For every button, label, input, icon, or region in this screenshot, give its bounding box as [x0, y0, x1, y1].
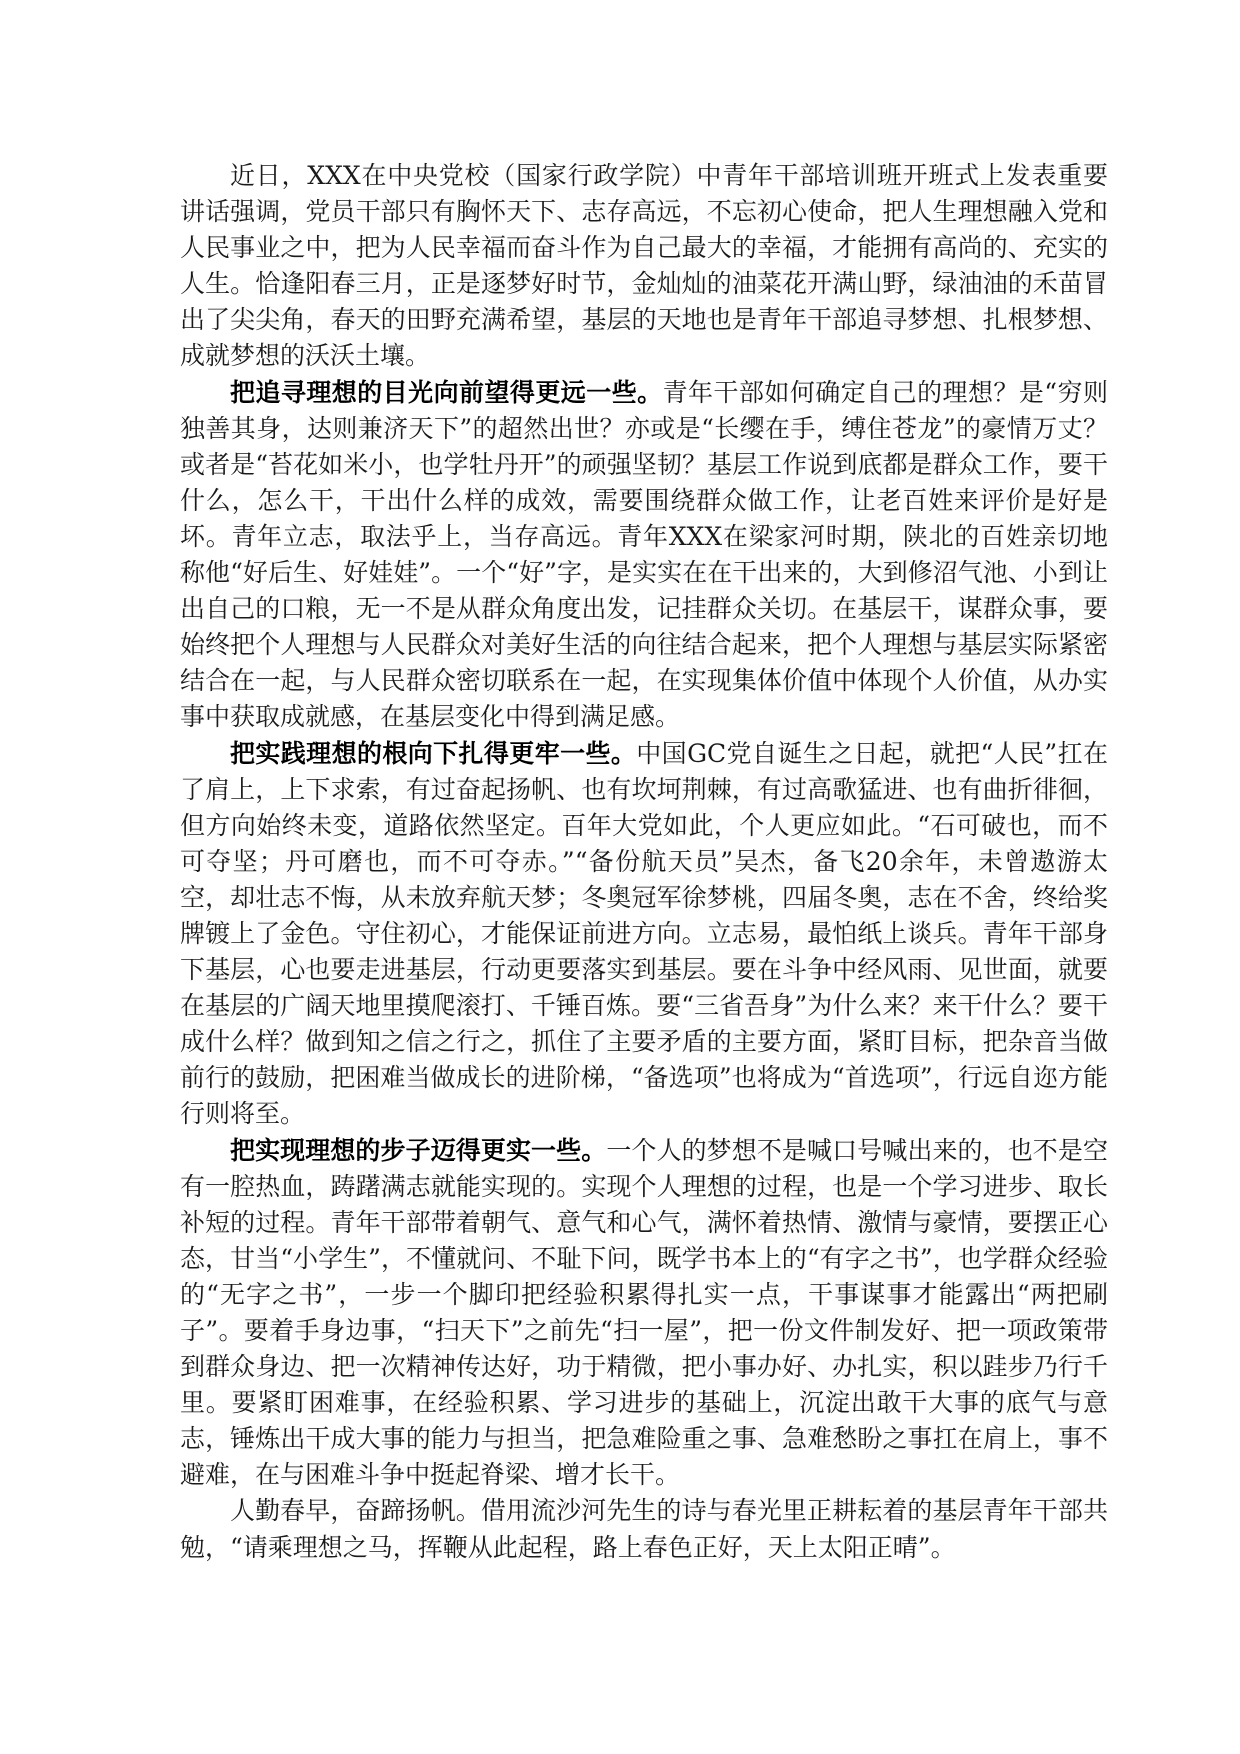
paragraph-section-3 [180, 1133, 1108, 1494]
section-1-heading: 把追寻理想的目光向前望得更远一些。 [230, 377, 663, 407]
section-2-text: 中国GC党自诞生之日起，就把“人民”扛在了肩上，上下求索，有过奋起扬帆、也有坎坷荆棘，有过高歌猛进、也有曲折徘徊，但方向始终未变，道路依然坚定。百年大党如此，个人更应如此。“石可破也，而不可夺坚；丹可磨也，而不可夺赤。”“备份航天员”吴杰，备飞20余年，未曾遨游太空，却壮志不悔，从未放弃航天梦；冬奥冠军徐梦桃，四届冬奥，志在不舍，终给奖牌镀上了金色。守住初心，才能保证前进方向。立志易，最怕纸上谈兵。青年干部身下基层，心也要走进基层，行动更要落实到基层。要在斗争中经风雨、见世面，就要在基层的广阔天地里摸爬滚打、千锤百炼。要“三省吾身”为什么来？来干什么？要干成什么样？做到知之信之行之，抓住了主要矛盾的主要方面，紧盯目标，把杂音当做前行的鼓励，把困难当做成长的进阶梯，“备选项”也将成为“首选项”，行远自迩方能行则将至。 [180, 738, 1108, 1129]
section-3-text: 一个人的梦想不是喊口号喊出来的，也不是空有一腔热血，踌躇满志就能实现的。实现个人理想的过程，也是一个学习进步、取长补短的过程。青年干部带着朝气、意气和心气，满怀着热情、激情与豪情，要摆正心态，甘当“小学生”，不懂就问、不耻下问，既学书本上的“有字之书”，也学群众经验的“无字之书”，一步一个脚印把经验积累得扎实一点，干事谋事才能露出“两把刷子”。要着手身边事，“扫天下”之前先“扫一屋”，把一份文件制发好、把一项政策带到群众身边、把一次精神传达好，功于精微，把小事办好、办扎实，积以跬步乃行千里。要紧盯困难事，在经验积累、学习进步的基础上，沉淀出敢干大事的底气与意志，锤炼出干成大事的能力与担当，把急难险重之事、急难愁盼之事扛在肩上，事不避难，在与困难斗争中挺起脊梁、增才长干。 [180, 1135, 1108, 1490]
section-3-heading: 把实现理想的步子迈得更实一些。 [230, 1135, 607, 1165]
paragraph-conclusion [180, 1493, 1108, 1565]
paragraph-section-1 [180, 375, 1108, 736]
article-body [180, 158, 1108, 1566]
paragraph-intro-text: 近日，XXX在中央党校（国家行政学院）中青年干部培训班开班式上发表重要讲话强调，党员干部只有胸怀天下、志存高远，不忘初心使命，把人生理想融入党和人民事业之中，把为人民幸福而奋斗作为自己最大的幸福，才能拥有高尚的、充实的人生。恰逢阳春三月，正是逐梦好时节，金灿灿的油菜花开满山野，绿油油的禾苗冒出了尖尖角，春天的田野充满希望，基层的天地也是青年干部追寻梦想、扎根梦想、成就梦想的沃沃土壤。 [180, 161, 1108, 371]
paragraph-section-2 [180, 736, 1108, 1133]
paragraph-intro [180, 158, 1108, 375]
section-2-heading: 把实践理想的根向下扎得更牢一些。 [230, 738, 637, 768]
section-1-text: 青年干部如何确定自己的理想？是“穷则独善其身，达则兼济天下”的超然出世？亦或是“长缨在手，缚住苍龙”的豪情万丈？或者是“苔花如米小，也学牡丹开”的顽强坚韧？基层工作说到底都是群众工作，要干什么，怎么干，干出什么样的成效，需要围绕群众做工作，让老百姓来评价是好是坏。青年立志，取法乎上，当存高远。青年XXX在梁家河时期，陕北的百姓亲切地称他“好后生、好娃娃”。一个“好”字，是实实在在干出来的，大到修沼气池、小到让出自己的口粮，无一不是从群众角度出发，记挂群众关切。在基层干，谋群众事，要始终把个人理想与人民群众对美好生活的向往结合起来，把个人理想与基层实际紧密结合在一起，与人民群众密切联系在一起，在实现集体价值中体现个人价值，从办实事中获取成就感，在基层变化中得到满足感。 [180, 377, 1108, 732]
paragraph-conclusion-text: 人勤春早，奋蹄扬帆。借用流沙河先生的诗与春光里正耕耘着的基层青年干部共勉，“请乘理想之马，挥鞭从此起程，路上春色正好，天上太阳正晴”。 [180, 1496, 1108, 1562]
